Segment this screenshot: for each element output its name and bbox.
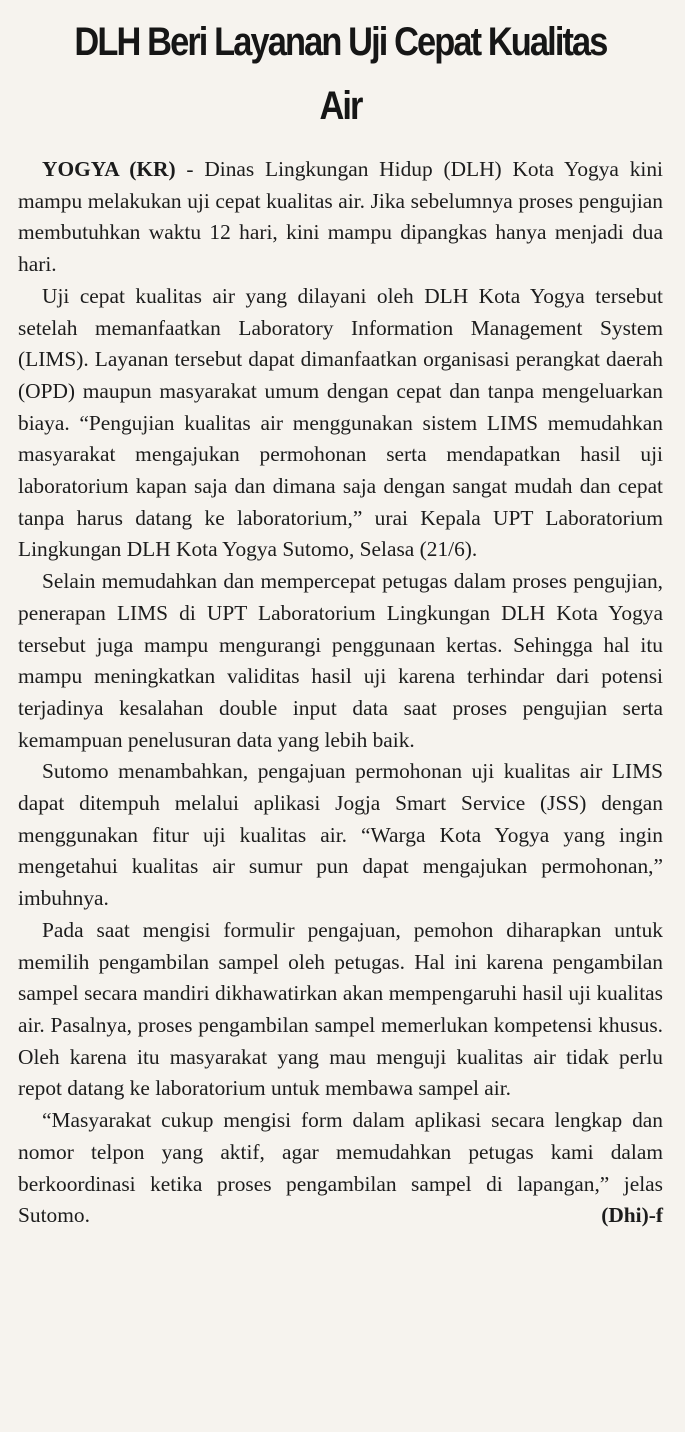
paragraph-6 xyxy=(18,1105,663,1232)
paragraph-4: Sutomo menambahkan, pengajuan permohonan uji kualitas air LIMS dapat ditempuh melalui aplikasi Jogja Smart Service (JSS) dengan menggunakan fitur uji kualitas air. “Warga Kota Yogya yang ingin mengetahui kualitas air sumur pun dapat mengajukan permohonan,” imbuhnya. xyxy=(18,759,663,911)
article-body xyxy=(18,154,663,1232)
paragraph-5: Pada saat mengisi formulir pengajuan, pemohon diharapkan untuk memilih pengambilan sampel oleh petugas. Hal ini karena pengambilan sampel secara mandiri dikhawatirkan akan mempengaruhi hasil uji kualitas air. Pasalnya, proses pengambilan sampel memerlukan kompetensi khusus. Oleh karena itu masyarakat yang mau menguji kualitas air tidak perlu repot datang ke laboratorium untuk membawa sampel air. xyxy=(18,917,663,1101)
paragraph-2: Uji cepat kualitas air yang dilayani oleh DLH Kota Yogya tersebut setelah memanfaatkan Laboratory Information Management System (LIMS). Layanan tersebut dapat dimanfaatkan organisasi perangkat daerah (OPD) maupun masyarakat umum dengan cepat dan tanpa mengeluarkan biaya. “Pengujian kualitas air menggunakan sistem LIMS memudahkan masyarakat mengajukan permohonan serta mendapatkan hasil uji laboratorium kapan saja dan dimana saja dengan sangat mudah dan cepat tanpa harus datang ke laboratorium,” urai Kepala UPT Laboratorium Lingkungan DLH Kota Yogya Sutomo, Selasa (21/6). xyxy=(18,283,663,562)
paragraph-1-text: - Dinas Lingkungan Hidup (DLH) Kota Yogya kini mampu melakukan uji cepat kualitas air. Jika sebelumnya proses pengujian membutuhkan waktu 12 hari, kini mampu dipangkas hanya menjadi dua hari. xyxy=(18,157,663,277)
author-signature: (Dhi)-f xyxy=(601,1203,663,1228)
paragraph-1 xyxy=(18,154,663,281)
paragraph-6-text: “Masyarakat cukup mengisi form dalam aplikasi secara lengkap dan nomor telpon yang aktif, agar memudahkan petugas kami dalam berkoordinasi ketika proses pengambilan sampel di lapangan,” jelas Sutomo. xyxy=(18,1108,663,1228)
dateline: YOGYA (KR) xyxy=(42,157,176,181)
paragraph-3: Selain memudahkan dan mempercepat petugas dalam proses pengujian, penerapan LIMS di UPT Laboratorium Lingkungan DLH Kota Yogya tersebut juga mampu mengurangi penggunaan kertas. Sehingga hal itu mampu meningkatkan validitas hasil uji karena terhindar dari potensi terjadinya kesalahan double input data saat proses pengujian serta kemampuan penelusuran data yang lebih baik. xyxy=(18,569,663,752)
headline: DLH Beri Layanan Uji Cepat Kualitas Air xyxy=(74,20,607,128)
